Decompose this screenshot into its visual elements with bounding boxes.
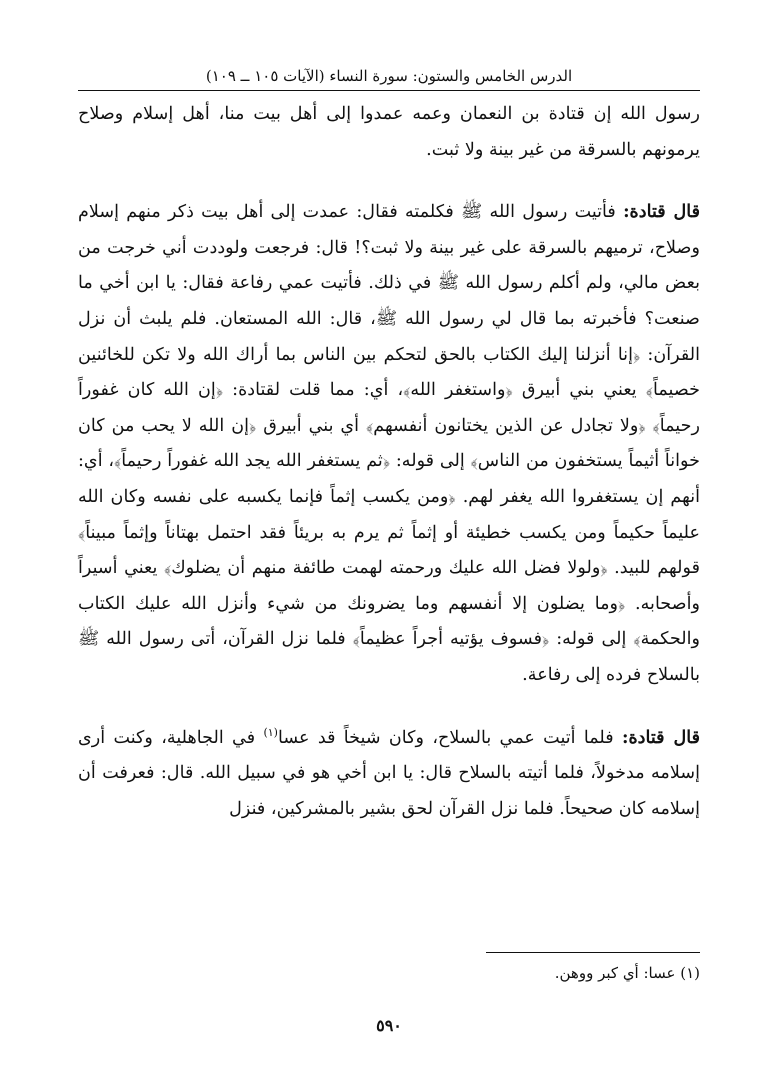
- paragraph-3-text-b: في الجاهلية، وكنت أرى إسلامه مدخولاً، فلما أتيته بالسلاح قال: يا ابن أخي هو في سبيل الله. قال: فعرفت أن إسلامه كان صحيحاً. فلما نزل القرآن لحق بشير بالمشركين، فنزل: [78, 727, 700, 819]
- running-header: الدرس الخامس والستون: سورة النساء (الآيات ١٠٥ ــ ١٠٩): [78, 64, 700, 91]
- paragraph-3-lead: قال قتادة:: [621, 726, 701, 748]
- paragraph-2-lead: قال قتادة:: [623, 201, 700, 223]
- footnote-divider: [486, 952, 700, 953]
- page-number: ٥٩٠: [376, 1016, 402, 1035]
- footnote-reference: (١): [263, 725, 278, 739]
- paragraph-2-text: فأتيت رسول الله ﷺ فكلمته فقال: عمدت إلى أهل بيت ذكر منهم إسلام وصلاح، ترميهم بالسرقة على غير بينة ولا ثبت؟! قال: فرجعت ولوددت أني خرجت من بعض مالي، ولم أكلم رسول الله ﷺ في ذلك. فأتيت عمي رفاعة فقال: يا ابن أخي ما صنعت؟ فأخبرته بما قال لي رسول الله ﷺ، قال: الله المستعان. فلم يلبث أن نزل القرآن: ﴿إنا أنزلنا إليك الكتاب بالحق لتحكم بين الناس بما أراك الله ولا تكن للخائنين خصيماً﴾ يعني بني أبيرق ﴿واستغفر الله﴾، أي: مما قلت لقتادة: ﴿إن الله كان غفوراً رحيماً﴾ ﴿ولا تجادل عن الذين يختانون أنفسهم﴾ أي بني أبيرق ﴿إن الله لا يحب من كان خواناً أثيماً يستخفون من الناس﴾ إلى قوله: ﴿ثم يستغفر الله يجد الله غفوراً رحيماً﴾، أي: أنهم إن يستغفروا الله يغفر لهم. ﴿ومن يكسب إثماً فإنما يكسبه على نفسه وكان الله عليماً حكيماً ومن يكسب خطيئة أو إثماً ثم يرم به بريئاً فقد احتمل بهتاناً وإثماً مبيناً﴾ قولهم للبيد. ﴿ولولا فضل الله عليك ورحمته لهمت طائفة منهم أن يضلوك﴾ يعني أسيراً وأصحابه. ﴿وما يضلون إلا أنفسهم وما يضرونك من شيء وأنزل الله عليك الكتاب والحكمة﴾ إلى قوله: ﴿فسوف يؤتيه أجراً عظيماً﴾ فلما نزل القرآن، أتى رسول الله ﷺ بالسلاح فرده إلى رفاعة.: [78, 202, 700, 685]
- paragraph-2: [78, 194, 700, 693]
- paragraph-3: [78, 720, 700, 828]
- footnote: (١) عسا: أي كبر ووهن.: [554, 964, 700, 982]
- book-page: [78, 64, 700, 1064]
- paragraph-1: رسول الله إن قتادة بن النعمان وعمه عمدوا إلى أهل بيت منا، أهل إسلام وصلاح يرمونهم بالسرقة من غير بينة ولا ثبت.: [78, 104, 700, 160]
- paragraph-3-text-a: فلما أتيت عمي بالسلاح، وكان شيخاً قد عسا: [277, 727, 622, 748]
